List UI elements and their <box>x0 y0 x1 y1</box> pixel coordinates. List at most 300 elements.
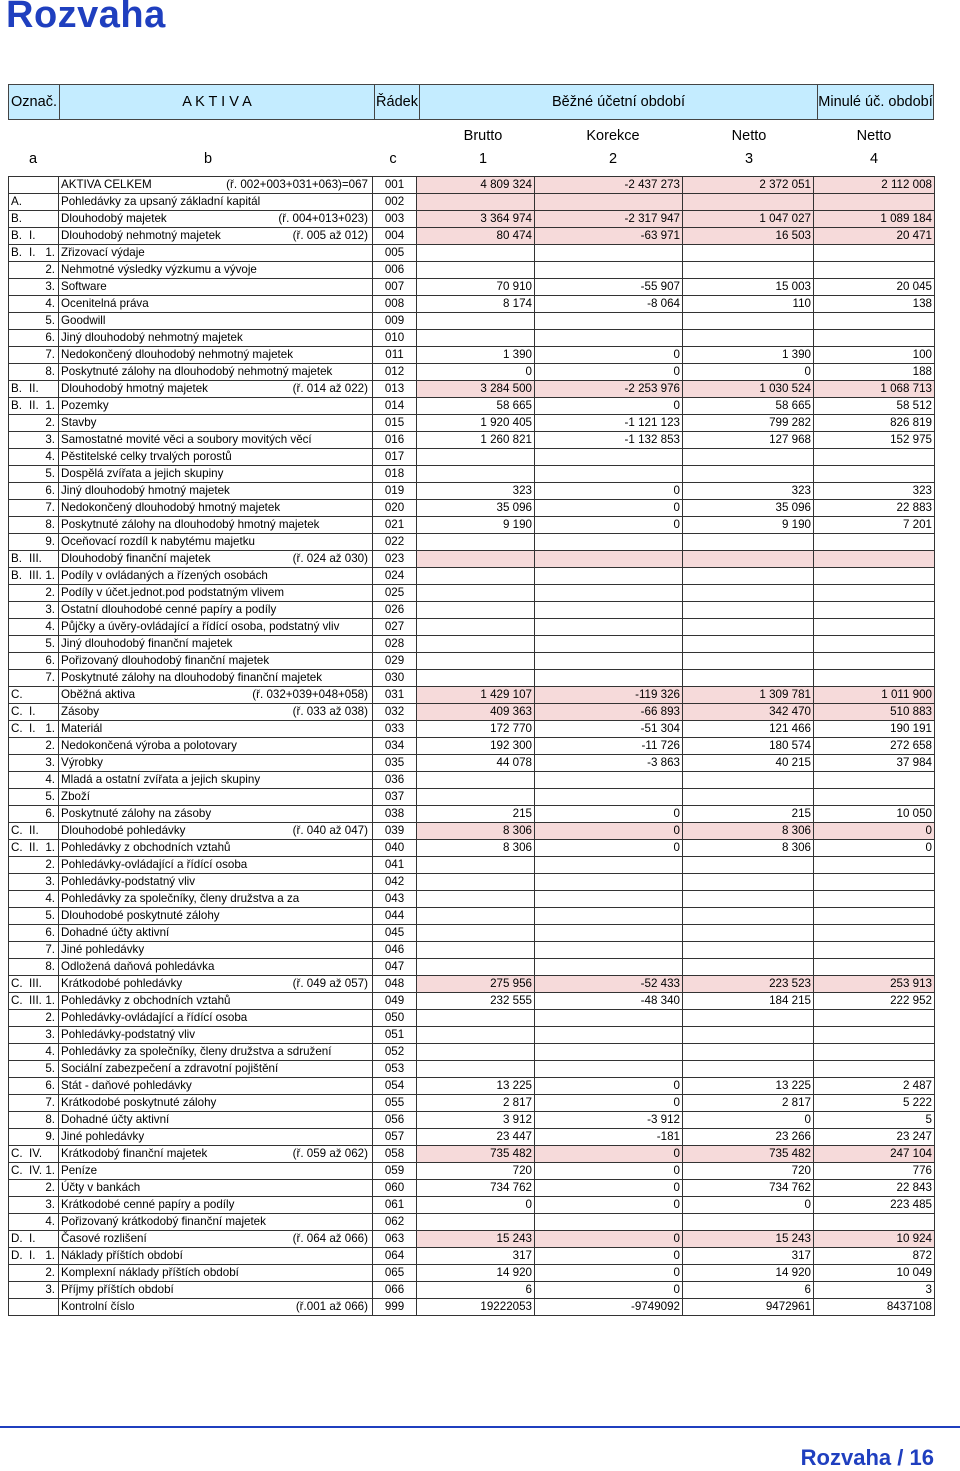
table-row <box>9 806 935 823</box>
line-number-cell: 003 <box>373 211 417 228</box>
item-name-cell <box>59 500 373 517</box>
netto-prev-cell: 323 <box>814 483 935 500</box>
brutto-cell: 70 910 <box>417 279 535 296</box>
netto-prev-cell <box>814 653 935 670</box>
table-row <box>9 551 935 568</box>
designation-cell <box>9 245 59 262</box>
brutto-cell <box>417 670 535 687</box>
line-number-cell: 017 <box>373 449 417 466</box>
designation-cell <box>9 908 59 925</box>
table-row <box>9 398 935 415</box>
item-name: Dlouhodobé poskytnuté zálohy <box>61 909 220 922</box>
table-row <box>9 925 935 942</box>
designation-cell <box>9 296 59 313</box>
korekce-cell: 0 <box>535 483 683 500</box>
korekce-cell: -1 132 853 <box>535 432 683 449</box>
item-name: Půjčky a úvěry-ovládající a řídící osoba, podstatný vliv <box>61 620 340 633</box>
korekce-cell: 0 <box>535 823 683 840</box>
table-row <box>9 483 935 500</box>
netto-prev-cell <box>814 262 935 279</box>
netto-prev-cell <box>814 1044 935 1061</box>
netto-prev-cell: 776 <box>814 1163 935 1180</box>
designation-part: 8. <box>45 1113 55 1126</box>
netto-cell: 0 <box>683 1112 814 1129</box>
designation-part: 1. <box>45 841 55 854</box>
korekce-cell <box>535 1061 683 1078</box>
korekce-cell <box>535 670 683 687</box>
line-number-cell: 010 <box>373 330 417 347</box>
line-number-cell: 048 <box>373 976 417 993</box>
netto-cell: 0 <box>683 364 814 381</box>
korekce-cell: -66 893 <box>535 704 683 721</box>
item-name: Podíly v účet.jednot.pod podstatným vlivem <box>61 586 284 599</box>
brutto-cell <box>417 636 535 653</box>
item-name: Sociální zabezpečení a zdravotní pojištění <box>61 1062 279 1075</box>
designation-part: 3. <box>45 875 55 888</box>
designation-part: C. <box>11 722 23 735</box>
line-number-cell: 019 <box>373 483 417 500</box>
item-reference: (ř.001 až 066) <box>295 1300 368 1313</box>
designation-part: C. <box>11 1164 23 1177</box>
designation-part: B. <box>11 569 22 582</box>
korekce-cell <box>535 789 683 806</box>
brutto-cell: 1 390 <box>417 347 535 364</box>
korekce-cell: 0 <box>535 1248 683 1265</box>
item-name: Goodwill <box>61 314 106 327</box>
item-name-cell <box>59 976 373 993</box>
brutto-cell <box>417 449 535 466</box>
netto-cell: 323 <box>683 483 814 500</box>
netto-cell <box>683 194 814 211</box>
designation-cell <box>9 636 59 653</box>
korekce-cell: 0 <box>535 1265 683 1282</box>
netto-cell: 2 817 <box>683 1095 814 1112</box>
designation-cell <box>9 1299 59 1316</box>
item-name-cell <box>59 687 373 704</box>
designation-part: C. <box>11 824 23 837</box>
designation-part: 6. <box>45 484 55 497</box>
designation-cell <box>9 262 59 279</box>
line-number-cell: 061 <box>373 1197 417 1214</box>
designation-part: II. <box>29 399 39 412</box>
designation-cell <box>9 1010 59 1027</box>
designation-part: 1. <box>45 722 55 735</box>
item-name: Nedokončený dlouhodobý nehmotný majetek <box>61 348 294 361</box>
item-name-cell <box>59 1214 373 1231</box>
korekce-cell: 0 <box>535 1163 683 1180</box>
netto-prev-cell: 10 924 <box>814 1231 935 1248</box>
netto-prev-cell: 8437108 <box>814 1299 935 1316</box>
item-name: Dlouhodobý hmotný majetek <box>61 382 208 395</box>
item-name: Nedokončená výroba a polotovary <box>61 739 237 752</box>
brutto-cell <box>417 313 535 330</box>
item-name: Dohadné účty aktivní <box>61 926 170 939</box>
item-name: Příjmy příštích období <box>61 1283 174 1296</box>
designation-part: 7. <box>45 348 55 361</box>
netto-cell: 9472961 <box>683 1299 814 1316</box>
netto-prev-cell: 3 <box>814 1282 935 1299</box>
netto-cell <box>683 636 814 653</box>
item-name-cell <box>59 279 373 296</box>
netto-cell <box>683 772 814 789</box>
korekce-cell: -48 340 <box>535 993 683 1010</box>
designation-cell <box>9 738 59 755</box>
netto-cell <box>683 534 814 551</box>
korekce-cell <box>535 602 683 619</box>
designation-cell <box>9 1112 59 1129</box>
designation-cell <box>9 347 59 364</box>
line-number-cell: 042 <box>373 874 417 891</box>
table-row <box>9 959 935 976</box>
designation-part: C. <box>11 705 23 718</box>
designation-cell <box>9 806 59 823</box>
item-name-cell <box>59 313 373 330</box>
designation-cell <box>9 500 59 517</box>
netto-prev-cell <box>814 670 935 687</box>
designation-cell <box>9 1146 59 1163</box>
item-name: Výrobky <box>61 756 103 769</box>
netto-cell <box>683 245 814 262</box>
netto-prev-cell: 5 222 <box>814 1095 935 1112</box>
designation-part: 2. <box>45 1181 55 1194</box>
item-name-cell <box>59 398 373 415</box>
designation-part: 3. <box>45 756 55 769</box>
header-bezne: Běžné účetní období <box>420 85 818 120</box>
designation-cell <box>9 1180 59 1197</box>
table-row <box>9 1248 935 1265</box>
designation-part: 5. <box>45 637 55 650</box>
item-name-cell <box>59 1044 373 1061</box>
item-name: Poskytnuté zálohy na zásoby <box>61 807 212 820</box>
netto-cell: 1 047 027 <box>683 211 814 228</box>
netto-cell <box>683 466 814 483</box>
brutto-cell <box>417 908 535 925</box>
line-number-cell: 063 <box>373 1231 417 1248</box>
line-number-cell: 016 <box>373 432 417 449</box>
designation-cell <box>9 993 59 1010</box>
brutto-cell: 4 809 324 <box>417 177 535 194</box>
korekce-cell <box>535 1027 683 1044</box>
table-row <box>9 1027 935 1044</box>
item-name: Dlouhodobé pohledávky <box>61 824 186 837</box>
item-name: Poskytnuté zálohy na dlouhodobý hmotný majetek <box>61 518 320 531</box>
item-name: Dohadné účty aktivní <box>61 1113 170 1126</box>
designation-cell <box>9 1231 59 1248</box>
line-number-cell: 035 <box>373 755 417 772</box>
table-row <box>9 891 935 908</box>
item-name: Pořizovaný dlouhodobý finanční majetek <box>61 654 270 667</box>
brutto-cell <box>417 891 535 908</box>
korekce-label: Korekce <box>586 128 640 144</box>
line-number-cell: 009 <box>373 313 417 330</box>
brutto-cell: 735 482 <box>417 1146 535 1163</box>
designation-cell <box>9 194 59 211</box>
korekce-cell: -3 863 <box>535 755 683 772</box>
item-name-cell <box>59 857 373 874</box>
designation-cell <box>9 891 59 908</box>
item-reference: (ř. 033 až 038) <box>292 705 368 718</box>
designation-part: 3. <box>45 1198 55 1211</box>
line-number-cell: 055 <box>373 1095 417 1112</box>
designation-part: 7. <box>45 1096 55 1109</box>
brutto-cell: 192 300 <box>417 738 535 755</box>
netto-prev-cell <box>814 908 935 925</box>
designation-part: 1. <box>45 246 55 259</box>
netto-cell: 15 243 <box>683 1231 814 1248</box>
designation-part: 4. <box>45 1045 55 1058</box>
item-name-cell <box>59 993 373 1010</box>
netto-cell <box>683 1044 814 1061</box>
designation-cell <box>9 687 59 704</box>
table-row <box>9 670 935 687</box>
item-name-cell <box>59 908 373 925</box>
table-row <box>9 1265 935 1282</box>
table-row <box>9 466 935 483</box>
korekce-cell <box>535 1044 683 1061</box>
item-name-cell <box>59 806 373 823</box>
designation-cell <box>9 1265 59 1282</box>
table-row <box>9 704 935 721</box>
netto-prev-cell: 253 913 <box>814 976 935 993</box>
brutto-cell: 9 190 <box>417 517 535 534</box>
netto-cell: 9 190 <box>683 517 814 534</box>
designation-cell <box>9 449 59 466</box>
table-row <box>9 1044 935 1061</box>
designation-part: 2. <box>45 263 55 276</box>
designation-part: 5. <box>45 909 55 922</box>
item-name: Zboží <box>61 790 90 803</box>
netto-prev-cell <box>814 585 935 602</box>
table-row <box>9 1095 935 1112</box>
designation-cell <box>9 432 59 449</box>
korekce-cell: 0 <box>535 347 683 364</box>
line-number-cell: 018 <box>373 466 417 483</box>
brutto-cell: 3 284 500 <box>417 381 535 398</box>
designation-cell <box>9 211 59 228</box>
line-number-cell: 051 <box>373 1027 417 1044</box>
table-row <box>9 381 935 398</box>
netto-cell: 720 <box>683 1163 814 1180</box>
item-name-cell <box>59 245 373 262</box>
designation-part: A. <box>11 195 22 208</box>
netto-prev-cell: 20 471 <box>814 228 935 245</box>
designation-part: C. <box>11 1147 23 1160</box>
table-row <box>9 1010 935 1027</box>
korekce-cell: 0 <box>535 1231 683 1248</box>
netto-cell: 180 574 <box>683 738 814 755</box>
item-name-cell <box>59 211 373 228</box>
item-reference: (ř. 049 až 057) <box>292 977 368 990</box>
netto-prev-cell: 272 658 <box>814 738 935 755</box>
netto-cell: 16 503 <box>683 228 814 245</box>
item-name-cell <box>59 296 373 313</box>
netto-cell: 110 <box>683 296 814 313</box>
netto-prev-cell: 1 089 184 <box>814 211 935 228</box>
item-name-cell <box>59 1299 373 1316</box>
line-number-cell: 028 <box>373 636 417 653</box>
line-number-cell: 053 <box>373 1061 417 1078</box>
designation-part: 2. <box>45 416 55 429</box>
designation-part: 2. <box>45 1266 55 1279</box>
korekce-cell: 0 <box>535 500 683 517</box>
line-number-cell: 054 <box>373 1078 417 1095</box>
table-row <box>9 245 935 262</box>
netto-cell <box>683 925 814 942</box>
line-number-cell: 032 <box>373 704 417 721</box>
line-number-cell: 022 <box>373 534 417 551</box>
designation-part: B. <box>11 382 22 395</box>
designation-cell <box>9 789 59 806</box>
col-1-label: 1 <box>478 151 488 167</box>
netto-prev-cell: 23 247 <box>814 1129 935 1146</box>
item-name: Zásoby <box>61 705 100 718</box>
designation-cell <box>9 1197 59 1214</box>
designation-part: IV. <box>29 1147 43 1160</box>
designation-part: I. <box>29 1249 36 1262</box>
netto-prev-cell: 2 487 <box>814 1078 935 1095</box>
designation-part: 7. <box>45 671 55 684</box>
designation-cell <box>9 874 59 891</box>
netto-cell: 2 372 051 <box>683 177 814 194</box>
korekce-cell <box>535 636 683 653</box>
item-name: Jiný dlouhodobý nehmotný majetek <box>61 331 243 344</box>
table-row <box>9 1163 935 1180</box>
brutto-label: Brutto <box>463 128 503 144</box>
designation-cell <box>9 772 59 789</box>
item-name: Peníze <box>61 1164 98 1177</box>
designation-part: C. <box>11 994 23 1007</box>
korekce-cell: -52 433 <box>535 976 683 993</box>
netto-prev-cell <box>814 313 935 330</box>
table-row <box>9 1146 935 1163</box>
designation-part: 9. <box>45 535 55 548</box>
item-name-cell <box>59 534 373 551</box>
header-radek: Řádek <box>375 85 420 120</box>
designation-part: 8. <box>45 960 55 973</box>
line-number-cell: 006 <box>373 262 417 279</box>
table-row <box>9 330 935 347</box>
designation-part: II. <box>29 841 39 854</box>
item-name: Jiný dlouhodobý finanční majetek <box>61 637 233 650</box>
item-name-cell <box>59 959 373 976</box>
netto-cell <box>683 1214 814 1231</box>
designation-cell <box>9 534 59 551</box>
page-title: Rozvaha <box>6 0 166 36</box>
line-number-cell: 029 <box>373 653 417 670</box>
korekce-cell: 0 <box>535 806 683 823</box>
netto-cell: 13 225 <box>683 1078 814 1095</box>
line-number-cell: 046 <box>373 942 417 959</box>
designation-part: I. <box>29 705 36 718</box>
table-row <box>9 1282 935 1299</box>
brutto-cell: 23 447 <box>417 1129 535 1146</box>
designation-part: C. <box>11 841 23 854</box>
korekce-cell: 0 <box>535 1282 683 1299</box>
line-number-cell: 043 <box>373 891 417 908</box>
designation-part: 1. <box>45 569 55 582</box>
line-number-cell: 031 <box>373 687 417 704</box>
line-number-cell: 040 <box>373 840 417 857</box>
table-row <box>9 585 935 602</box>
korekce-cell <box>535 653 683 670</box>
line-number-cell: 011 <box>373 347 417 364</box>
line-number-cell: 012 <box>373 364 417 381</box>
item-name: Dlouhodobý nehmotný majetek <box>61 229 221 242</box>
brutto-cell: 0 <box>417 1197 535 1214</box>
korekce-cell: -9749092 <box>535 1299 683 1316</box>
designation-part: D. <box>11 1232 23 1245</box>
table-row <box>9 602 935 619</box>
netto-cell <box>683 449 814 466</box>
item-name-cell <box>59 670 373 687</box>
designation-cell <box>9 670 59 687</box>
designation-cell <box>9 551 59 568</box>
item-name: Software <box>61 280 107 293</box>
item-name: Pěstitelské celky trvalých porostů <box>61 450 232 463</box>
netto-cell: 735 482 <box>683 1146 814 1163</box>
designation-cell <box>9 602 59 619</box>
designation-part: B. <box>11 246 22 259</box>
item-name-cell <box>59 1231 373 1248</box>
brutto-cell: 3 364 974 <box>417 211 535 228</box>
designation-part: 4. <box>45 450 55 463</box>
line-number-cell: 033 <box>373 721 417 738</box>
korekce-cell <box>535 534 683 551</box>
designation-part: III. <box>29 977 42 990</box>
netto-cell: 215 <box>683 806 814 823</box>
korekce-cell: 0 <box>535 840 683 857</box>
item-name: Krátkodobý finanční majetek <box>61 1147 208 1160</box>
brutto-cell <box>417 1010 535 1027</box>
korekce-cell: 0 <box>535 1078 683 1095</box>
korekce-cell: -55 907 <box>535 279 683 296</box>
item-name: Krátkodobé poskytnuté zálohy <box>61 1096 217 1109</box>
brutto-cell <box>417 585 535 602</box>
netto-prev-cell: 872 <box>814 1248 935 1265</box>
table-row <box>9 993 935 1010</box>
item-name-cell <box>59 942 373 959</box>
item-name-cell <box>59 840 373 857</box>
col-b-label: b <box>203 151 213 167</box>
header-oznac: Označ. <box>9 85 60 120</box>
brutto-cell <box>417 874 535 891</box>
table-row <box>9 840 935 857</box>
netto-cell: 223 523 <box>683 976 814 993</box>
item-name: Stavby <box>61 416 97 429</box>
item-name: Pohledávky z obchodních vztahů <box>61 841 231 854</box>
item-reference: (ř. 032+039+048+058) <box>252 688 368 701</box>
designation-part: I. <box>29 246 36 259</box>
netto-prev-cell: 5 <box>814 1112 935 1129</box>
korekce-cell <box>535 449 683 466</box>
korekce-cell <box>535 857 683 874</box>
item-name: Oceňovací rozdíl k nabytému majetku <box>61 535 255 548</box>
table-row <box>9 874 935 891</box>
brutto-cell <box>417 653 535 670</box>
designation-cell <box>9 1061 59 1078</box>
item-name-cell <box>59 568 373 585</box>
item-name-cell <box>59 228 373 245</box>
item-name: Dospělá zvířata a jejich skupiny <box>61 467 224 480</box>
designation-cell <box>9 364 59 381</box>
netto-prev-cell <box>814 1061 935 1078</box>
netto-cell: 1 309 781 <box>683 687 814 704</box>
item-name-cell <box>59 1010 373 1027</box>
item-name-cell <box>59 721 373 738</box>
netto-cell: 121 466 <box>683 721 814 738</box>
item-reference: (ř. 059 až 062) <box>292 1147 368 1160</box>
korekce-cell: -8 064 <box>535 296 683 313</box>
